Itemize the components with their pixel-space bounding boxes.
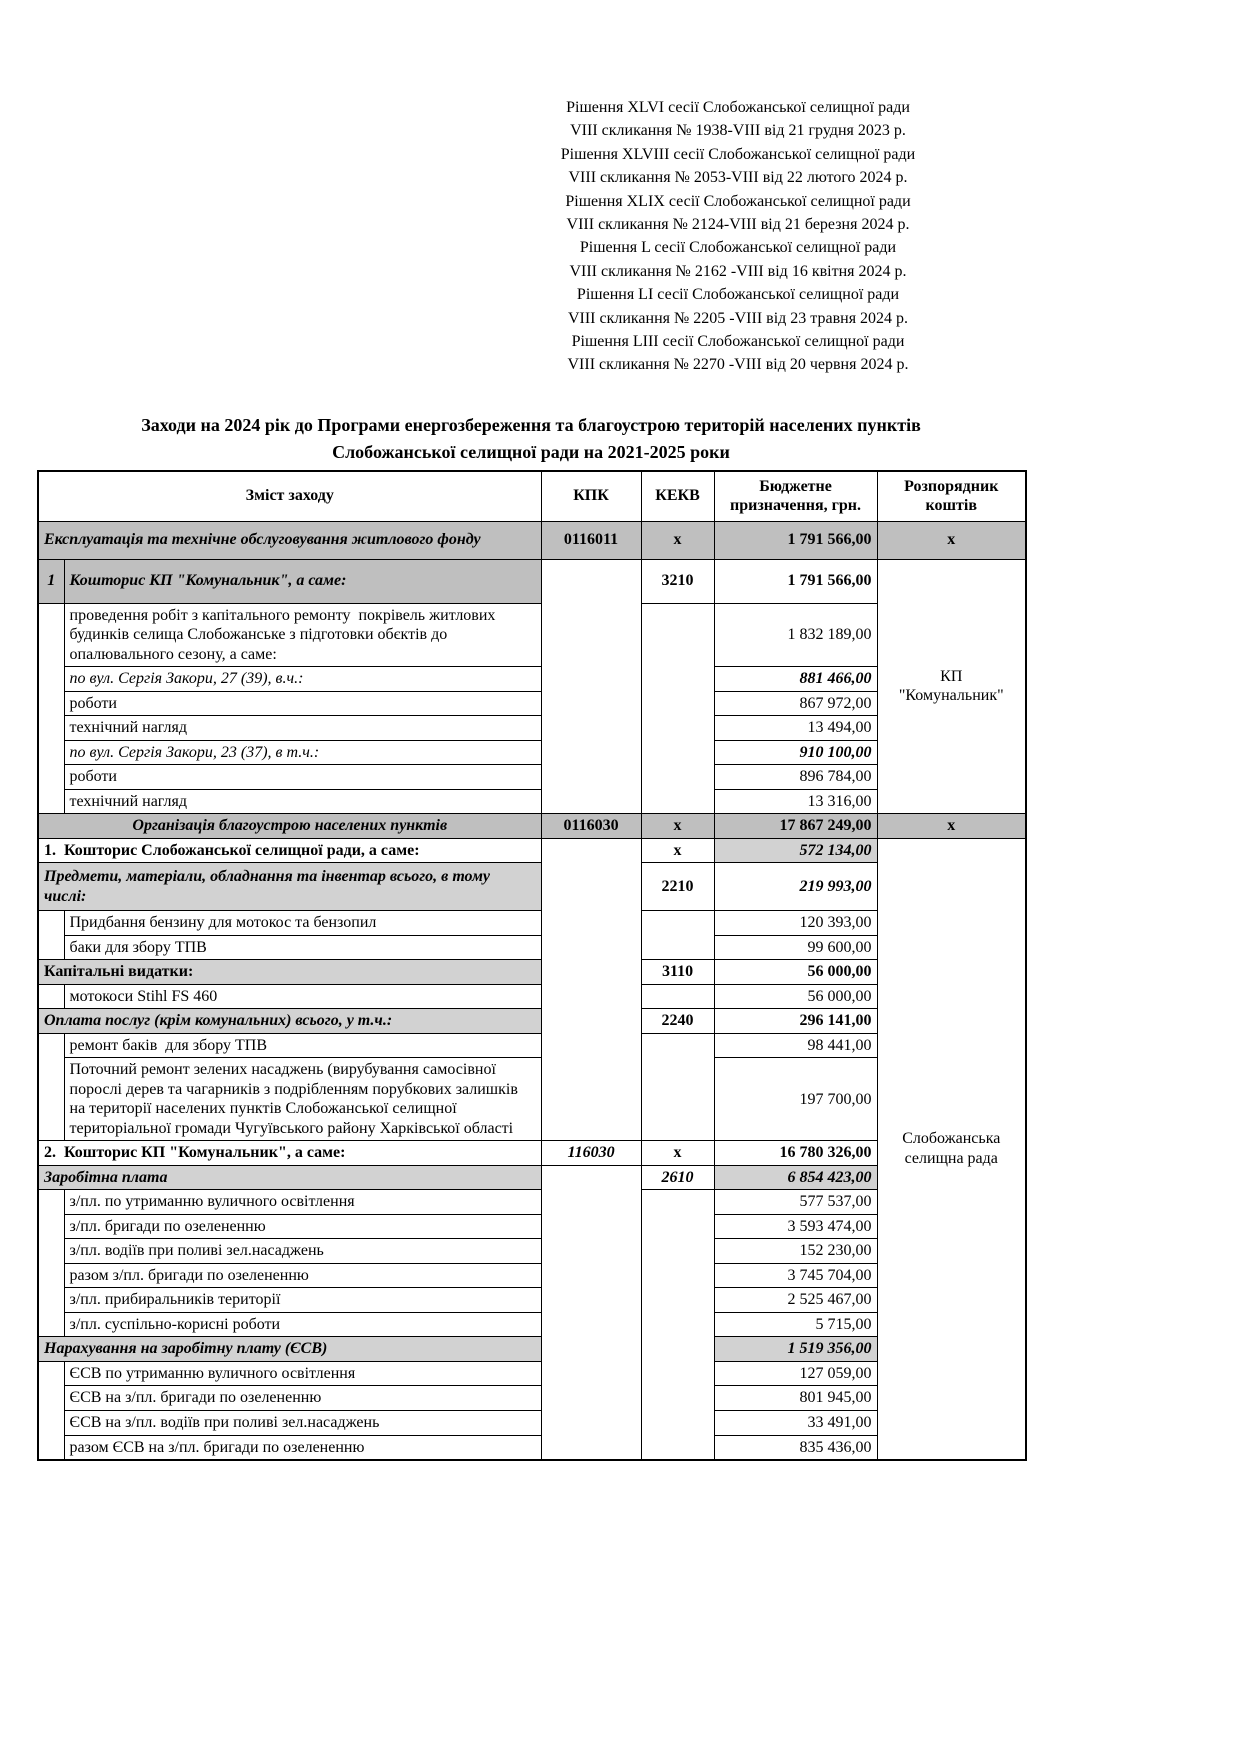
resolution-line: VIII скликання № 2162 -VIII від 16 квітня 2024 р. (569, 262, 907, 280)
cell-label: з/пл. прибиральників території (64, 1288, 541, 1313)
resolution-line: VIII скликання № 2124-VIII від 21 березня 2024 р. (566, 216, 910, 234)
cell-budget-value: 56 000,00 (714, 960, 877, 985)
title-line-1: Заходи на 2024 рік до Програми енергозбереження та благоустрою територій населених пунктів (141, 415, 921, 435)
cell-kekv-empty (641, 603, 714, 814)
header-manager: Розпорядник коштів (877, 471, 1026, 521)
cell-budget-value: 577 537,00 (714, 1190, 877, 1215)
cell-budget-value: 572 134,00 (714, 838, 877, 863)
cell-budget-value: 1 832 189,00 (714, 603, 877, 667)
cell-kekv: x (641, 521, 714, 559)
cell-kekv: x (641, 814, 714, 839)
cell-label: ремонт баків для збору ТПВ (64, 1033, 541, 1058)
cell-kekv: 2210 (641, 863, 714, 911)
cell-budget-value: 13 316,00 (714, 789, 877, 814)
cell-kekv: x (641, 838, 714, 863)
cell-budget-value: 13 494,00 (714, 716, 877, 741)
cell-label: з/пл. суспільно-корисні роботи (64, 1312, 541, 1337)
cell-kekv-empty (641, 911, 714, 960)
cell-budget-value: 296 141,00 (714, 1009, 877, 1034)
cell-kekv-empty (641, 1190, 714, 1460)
cell-label: разом з/пл. бригади по озелененню (64, 1263, 541, 1288)
cell-number-empty (38, 911, 64, 960)
cell-label: технічний нагляд (64, 789, 541, 814)
resolution-line: VIII скликання № 2270 -VIII від 20 червня 2024 р. (567, 356, 909, 374)
manager-name: КП "Комунальник" (898, 667, 1004, 705)
cell-budget-value: 881 466,00 (714, 667, 877, 692)
cell-label: ЄСВ на з/пл. бригади по озелененню (64, 1386, 541, 1411)
cell-manager: x (877, 521, 1026, 559)
cell-label: 2. Кошторис КП "Комунальник", а саме: (38, 1141, 541, 1166)
resolution-line: VIII скликання № 2053-VIII від 22 лютого 2024 р. (568, 169, 908, 187)
cell-budget-value: 16 780 326,00 (714, 1141, 877, 1166)
cell-kekv: x (641, 1141, 714, 1166)
cell-budget-value: 98 441,00 (714, 1033, 877, 1058)
header-kekv: КЕКВ (641, 471, 714, 521)
cell-budget-value: 56 000,00 (714, 984, 877, 1009)
cell-kekv-empty (641, 984, 714, 1009)
cell-manager: x (877, 814, 1026, 839)
cell-label: з/пл. бригади по озелененню (64, 1214, 541, 1239)
cell-subheader-label: Заробітна плата (38, 1165, 541, 1190)
program-measures-table (37, 470, 1027, 1461)
cell-budget-value: 867 972,00 (714, 691, 877, 716)
cell-number-empty (38, 1361, 64, 1460)
resolution-line: Рішення XLVIII сесії Слобожанської селищної ради (560, 145, 916, 163)
cell-label: по вул. Сергія Закори, 23 (37), в т.ч.: (64, 740, 541, 765)
resolutions-block (536, 96, 940, 377)
cell-kpk: 116030 (541, 1141, 641, 1166)
cell-subheader-label: Оплата послуг (крім комунальних) всього, у т.ч.: (38, 1009, 541, 1034)
cell-number-empty (38, 1033, 64, 1141)
cell-label: з/пл. по утриманню вуличного освітлення (64, 1190, 541, 1215)
resolution-line: Рішення XLVI сесії Слобожанської селищної ради (566, 99, 910, 116)
cell-budget-value: 1 519 356,00 (714, 1337, 877, 1362)
cell-label: по вул. Сергія Закори, 27 (39), в.ч.: (64, 667, 541, 692)
cell-number-empty (38, 984, 64, 1009)
cell-budget-value: 2 525 467,00 (714, 1288, 877, 1313)
cell-manager-selyshchna-rada (877, 838, 1026, 1460)
cell-manager-kp-komunalnyk (877, 559, 1026, 814)
row-koshtorys-kp-komunalnyk (38, 559, 1026, 603)
cell-label: проведення робіт з капітального ремонту покрівель житлових будинків селища Слобожанське з підготовки обєктів до опалювального сезону, а саме: (64, 603, 541, 667)
cell-budget-value: 896 784,00 (714, 765, 877, 790)
section-row-housing (38, 521, 1026, 559)
cell-budget-value: 99 600,00 (714, 935, 877, 960)
cell-label: Поточний ремонт зелених насаджень (вирубування самосівної порослі дерев та чагарників з подрібленням порубкових залишків на території населених пунктів Слобожанської селищної територіальної громади Чугуївського району Харківської області (64, 1058, 541, 1141)
cell-subheader-label: Капітальні видатки: (38, 960, 541, 985)
cell-subheader-label: Предмети, матеріали, обладнання та інвентар всього, в тому числі: (38, 863, 541, 911)
cell-number-empty (38, 1190, 64, 1337)
cell-budget-value: 1 791 566,00 (714, 559, 877, 603)
header-kpk: КПК (541, 471, 641, 521)
cell-label: Кошторис КП "Комунальник", а саме: (64, 559, 541, 603)
cell-budget-value: 17 867 249,00 (714, 814, 877, 839)
cell-kpk-empty (541, 838, 641, 1141)
cell-label: з/пл. водіїв при поливі зел.насаджень (64, 1239, 541, 1264)
cell-row-number: 1 (38, 559, 64, 603)
cell-budget-value: 219 993,00 (714, 863, 877, 911)
cell-budget-value: 120 393,00 (714, 911, 877, 936)
resolution-line: VIII скликання № 1938-VIII від 21 грудня 2023 р. (570, 122, 906, 140)
resolution-line: Рішення XLIX сесії Слобожанської селищної ради (565, 192, 911, 210)
cell-kekv: 2610 (641, 1165, 714, 1190)
cell-budget-value: 152 230,00 (714, 1239, 877, 1264)
cell-label: разом ЄСВ на з/пл. бригади по озелененню (64, 1435, 541, 1460)
cell-budget-value: 1 791 566,00 (714, 521, 877, 559)
cell-label: ЄСВ по утриманню вуличного освітлення (64, 1361, 541, 1386)
cell-kekv: 3110 (641, 960, 714, 985)
cell-section-label: Організація благоустрою населених пунктів (38, 814, 541, 839)
cell-label: Придбання бензину для мотокос та бензопил (64, 911, 541, 936)
cell-subheader-label: Нарахування на заробітну плату (ЄСВ) (38, 1337, 541, 1362)
row-koshtorys-selrady (38, 838, 1026, 863)
cell-budget-value: 801 945,00 (714, 1386, 877, 1411)
cell-budget-value: 5 715,00 (714, 1312, 877, 1337)
cell-kpk: 0116011 (541, 521, 641, 559)
cell-kekv: 3210 (641, 559, 714, 603)
header-budget: Бюджетне призначення, грн. (714, 471, 877, 521)
cell-label: мотокоси Stihl FS 460 (64, 984, 541, 1009)
resolution-line: Рішення L сесії Слобожанської селищної ради (579, 239, 897, 257)
cell-budget-value: 3 593 474,00 (714, 1214, 877, 1239)
header-content: Зміст заходу (38, 471, 541, 521)
cell-label: роботи (64, 691, 541, 716)
document-title (37, 412, 1025, 466)
resolution-line: Рішення LI сесії Слобожанської селищної ради (576, 286, 900, 304)
cell-label: 1. Кошторис Слобожанської селищної ради, а саме: (38, 838, 541, 863)
resolution-line: Рішення LIII сесії Слобожанської селищної ради (571, 333, 905, 351)
cell-budget-value: 6 854 423,00 (714, 1165, 877, 1190)
title-line-2: Слобожанської селищної ради на 2021-2025 роки (332, 442, 730, 462)
cell-budget-value: 3 745 704,00 (714, 1263, 877, 1288)
cell-kekv-empty (641, 1033, 714, 1141)
cell-kpk-empty (541, 1165, 641, 1460)
cell-number-empty (38, 603, 64, 814)
cell-label: технічний нагляд (64, 716, 541, 741)
cell-budget-value: 910 100,00 (714, 740, 877, 765)
cell-label: ЄСВ на з/пл. водіїв при поливі зел.насаджень (64, 1411, 541, 1436)
cell-budget-value: 835 436,00 (714, 1435, 877, 1460)
resolution-line: VIII скликання № 2205 -VIII від 23 травня 2024 р. (567, 309, 909, 327)
cell-budget-value: 197 700,00 (714, 1058, 877, 1141)
manager-name: Слобожанська селищна рада (902, 1130, 1001, 1167)
cell-budget-value: 33 491,00 (714, 1411, 877, 1436)
cell-kpk-empty (541, 559, 641, 814)
cell-budget-value: 127 059,00 (714, 1361, 877, 1386)
cell-kekv: 2240 (641, 1009, 714, 1034)
cell-kpk: 0116030 (541, 814, 641, 839)
table-header-row (38, 471, 1026, 521)
cell-section-label: Експлуатація та технічне обслуговування житлового фонду (38, 521, 541, 559)
cell-label: баки для збору ТПВ (64, 935, 541, 960)
section-row-blahoustriy (38, 814, 1026, 839)
cell-label: роботи (64, 765, 541, 790)
